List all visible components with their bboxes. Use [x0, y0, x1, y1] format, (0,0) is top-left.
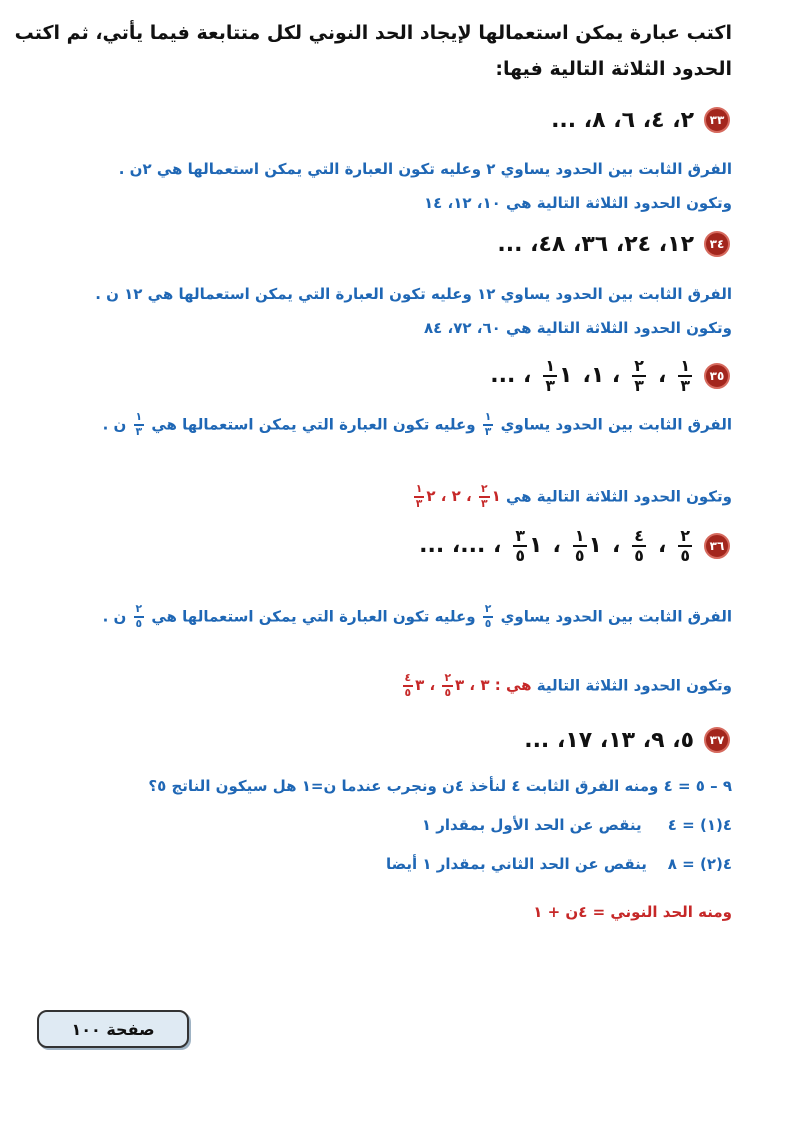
text: وتكون الحدود الثلاثة التالية هي [505, 487, 732, 506]
instruction-line-1: اكتب عبارة يمكن استعمالها لإيجاد الحد النوني لكل متتابعة فيما يأتي، ثم اكتب [14, 22, 732, 44]
denominator: ٣ [135, 424, 143, 438]
whole: ١ [529, 532, 543, 558]
text: ن . [102, 415, 127, 434]
denominator: ٥ [484, 616, 492, 630]
sequence: ٢، ٤، ٦، ٨، ... [551, 107, 694, 133]
text: الفرق الثابت بين الحدود يساوي [500, 415, 732, 434]
term-fraction: $\frac{٢}{٣}$ [634, 356, 644, 395]
term: ٣ [480, 676, 490, 695]
answer-36-line-2 [60, 673, 732, 699]
fraction [483, 412, 494, 438]
term-fraction [632, 528, 646, 564]
question-34 [497, 231, 730, 257]
denominator: ٥ [444, 685, 452, 699]
whole: ٣ [415, 676, 425, 695]
sequence: ١٢، ٢٤، ٣٦، ٤٨، ... [497, 231, 694, 257]
term-fraction [678, 528, 692, 564]
question-33 [551, 107, 730, 133]
answer-37-line-3 [60, 855, 732, 873]
question-number-badge: ٣٥ [704, 363, 730, 389]
denominator: ٥ [574, 545, 585, 565]
text: وتكون الحدود الثلاثة التالية [536, 676, 732, 695]
numerator: ٢ [479, 484, 490, 498]
term-mixed [571, 528, 602, 564]
term-fraction: $\frac{١}{٣}$ [680, 356, 690, 395]
numerator: ١ [574, 526, 585, 545]
page-number-label [37, 1010, 189, 1048]
answer-37-line-1: ٩ – ٥ = ٤ ومنه الفرق الثابت ٤ لنأخذ ٤ن ونجرب عندما ن=١ هل سيكون الناتج ٥؟ [148, 777, 732, 795]
answer-36-line-1 [50, 604, 732, 630]
answer-35-line-1 [60, 412, 732, 438]
instruction-line-2: الحدود الثلاثة التالية فيها: [495, 58, 732, 80]
separator: ، [552, 533, 561, 559]
denominator: ٣ [415, 496, 423, 510]
denominator: ٥ [515, 545, 526, 565]
numerator: ٢ [483, 604, 494, 618]
answer-33-line-1: الفرق الثابت بين الحدود يساوي ٢ وعليه تكون العبارة التي يمكن استعمالها هي ٢ن . [118, 160, 732, 178]
expression: ٤(٢) = ٨ [667, 855, 732, 873]
numerator: ١ [414, 484, 425, 498]
fraction [134, 604, 145, 630]
answer-35-line-2 [60, 484, 732, 510]
denominator: ٣ [480, 496, 488, 510]
question-number-badge: ٣٦ [704, 533, 730, 559]
separator: ، ١، [582, 363, 621, 389]
question-36 [419, 528, 730, 564]
text: ن . [102, 607, 127, 626]
whole: ١ [588, 532, 602, 558]
answer-34-line-1: الفرق الثابت بين الحدود يساوي ١٢ وعليه تكون العبارة التي يمكن استعمالها هي ١٢ ن . [95, 285, 732, 303]
denominator: ٥ [680, 545, 690, 565]
fraction [134, 412, 145, 438]
question-35 [490, 358, 730, 394]
separator: ، [657, 533, 667, 559]
separator: ، [611, 533, 621, 559]
numerator: ١ [134, 412, 145, 426]
question-number-badge: ٣٧ [704, 727, 730, 753]
whole: ٢ [426, 487, 436, 506]
numerator: ٣ [515, 526, 526, 545]
sequence-tail: ، ...، ... [419, 533, 502, 559]
term-mixed: ١ $\frac{١}{٣}$ [545, 356, 573, 395]
sequence: ٥، ٩، ١٣، ١٧، ... [524, 727, 694, 753]
page-number-text: صفحة ١٠٠ [71, 1019, 155, 1039]
question-number-badge: ٣٤ [704, 231, 730, 257]
numerator: ٢ [134, 604, 145, 618]
term: ٢ [451, 487, 461, 506]
expression: ٤(١) = ٤ [667, 816, 732, 834]
question-number-badge: ٣٣ [704, 107, 730, 133]
text: ينقص عن الحد الثاني بمقدار ١ أيضا [385, 855, 647, 873]
denominator: ٥ [135, 616, 143, 630]
answer-37-line-2 [60, 816, 732, 834]
denominator: ٥ [404, 685, 412, 699]
question-37 [524, 727, 730, 753]
sequence-tail: ، ... [490, 363, 532, 389]
text: وعليه تكون العبارة التي يمكن استعمالها هي [151, 415, 476, 434]
answer-37-line-4: ومنه الحد النوني = ٤ن + ١ [533, 903, 732, 921]
whole: ٣ [455, 676, 465, 695]
numerator: ١ [483, 412, 494, 426]
next-terms: هي : ٣ ، ٣ $\frac{٢}{٥}$ ، ٣ $\frac{٤}{٥}$ [404, 671, 532, 699]
next-terms: ١ $\frac{٢}{٣}$ ، ٢ ، ٢ $\frac{١}{٣}$ [415, 482, 501, 510]
text: ينقص عن الحد الأول بمقدار ١ [421, 816, 642, 834]
whole: ١ [491, 487, 501, 506]
answer-33-line-2: وتكون الحدود الثلاثة التالية هي ١٠، ١٢، ١٤ [423, 194, 732, 212]
numerator: ٢ [442, 673, 453, 687]
text: هي : [494, 676, 532, 695]
text: الفرق الثابت بين الحدود يساوي [500, 607, 732, 626]
denominator: ٣ [484, 424, 492, 438]
numerator: ٤ [403, 673, 414, 687]
numerator: ٢ [680, 526, 690, 545]
text: وعليه تكون العبارة التي يمكن استعمالها هي [151, 607, 476, 626]
term-mixed [511, 528, 542, 564]
answer-34-line-2: وتكون الحدود الثلاثة التالية هي ٦٠، ٧٢، ٨٤ [423, 319, 732, 337]
denominator: ٥ [634, 545, 644, 565]
separator: ، [657, 363, 667, 389]
numerator: ٤ [634, 526, 644, 545]
fraction [483, 604, 494, 630]
